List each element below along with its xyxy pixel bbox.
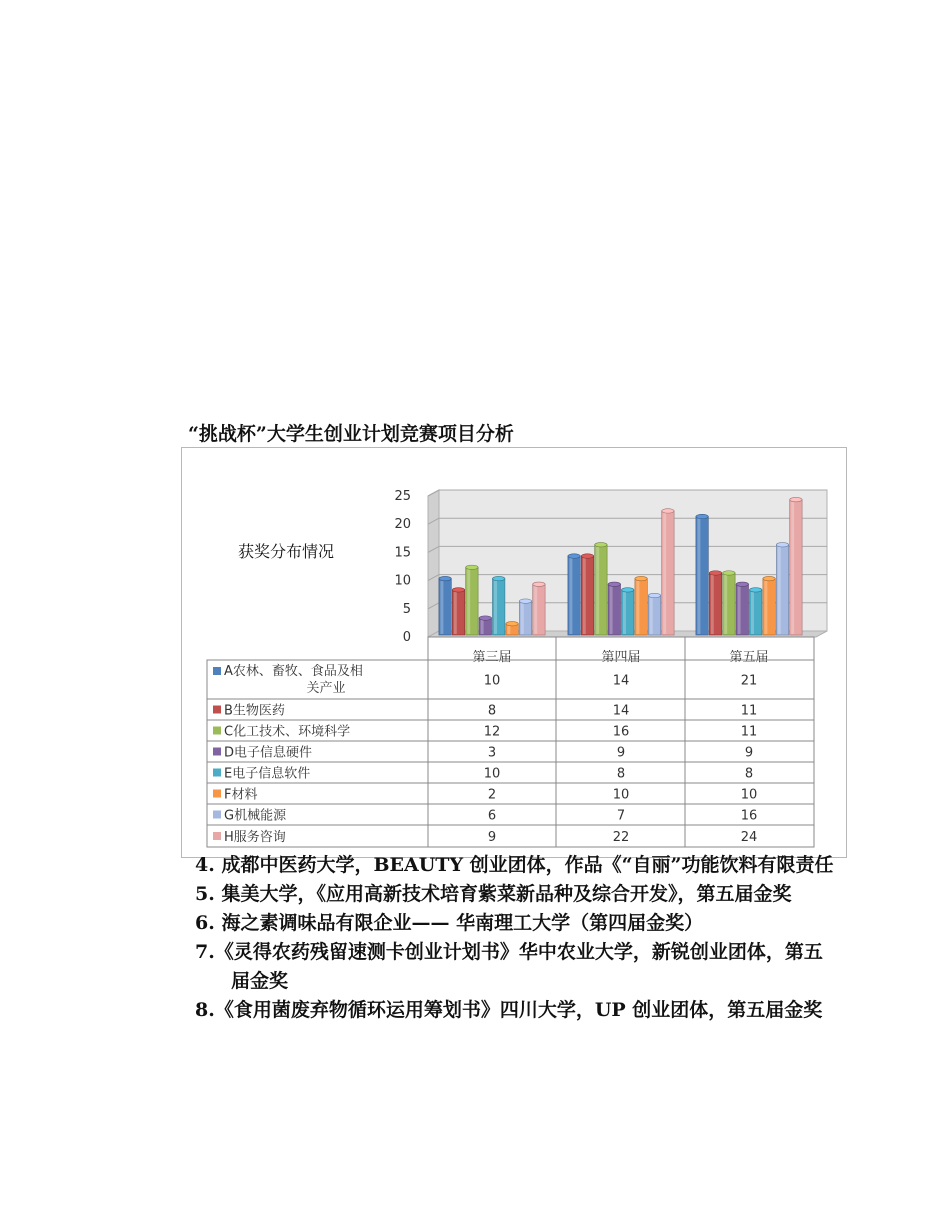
y-tick-label: 10 [394,573,411,589]
legend-label: D电子信息硬件 [224,745,313,761]
table-value: 16 [740,808,758,824]
legend-label: G机械能源 [224,808,287,824]
y-tick-label: 5 [402,601,411,617]
legend-label: A农林、畜牧、食品及相 [224,664,363,679]
legend-label: C化工技术、环境科学 [224,724,351,740]
list-item: 5. 集美大学，《应用高新技术培育紫菜新品种及综合开发》，第五届金奖 [195,883,792,905]
chart-title: 获奖分布情况 [238,542,335,561]
legend-label: H服务咨询 [224,830,286,845]
table-value: 10 [483,673,501,689]
table-value: 9 [744,745,754,761]
table-value: 9 [616,745,626,761]
legend-label-cont: 关产业 [306,681,346,696]
table-value: 12 [483,724,501,740]
table-value: 16 [612,724,630,740]
page-title: “挑战杯”大学生创业计划竞赛项目分析 [188,423,514,445]
list-item: 6. 海之素调味品有限企业—— 华南理工大学（第四届金奖） [195,912,704,934]
table-value: 14 [612,703,630,719]
table-value: 24 [740,830,758,845]
table-value: 10 [740,787,758,803]
award-list [195,851,835,1025]
table-value: 14 [612,673,630,689]
table-value: 8 [487,703,497,719]
legend-label: F材料 [224,787,258,803]
x-category-label: 第三届 [472,650,512,665]
y-tick-label: 15 [394,545,411,561]
table-value: 8 [616,766,626,782]
chart-frame [181,447,847,858]
table-value: 10 [612,787,630,803]
list-item: 7.《灵得农药残留速测卡创业计划书》华中农业大学，新锐创业团体，第五届金奖 [195,941,823,992]
y-tick-label: 25 [394,489,411,504]
table-value: 2 [487,787,497,803]
table-value: 10 [483,766,501,782]
table-value: 7 [616,808,626,824]
table-value: 11 [740,703,758,719]
table-value: 6 [487,808,497,824]
table-value: 9 [487,830,497,845]
table-value: 22 [612,830,630,845]
x-category-label: 第五届 [729,650,769,665]
table-value: 8 [744,766,754,782]
legend-label: E电子信息软件 [224,766,311,782]
table-value: 11 [740,724,758,740]
y-tick-label: 20 [394,517,411,533]
x-category-label: 第四届 [601,650,641,665]
list-item: 8.《食用菌废弃物循环运用筹划书》四川大学，UP 创业团体，第五届金奖 [195,999,823,1021]
table-value: 21 [740,673,758,689]
list-item: 4. 成都中医药大学，BEAUTY 创业团体，作品《“自丽”功能饮料有限责任 [195,854,834,876]
table-value: 3 [487,745,497,761]
y-tick-label: 0 [402,630,411,645]
legend-label: B生物医药 [224,703,285,719]
